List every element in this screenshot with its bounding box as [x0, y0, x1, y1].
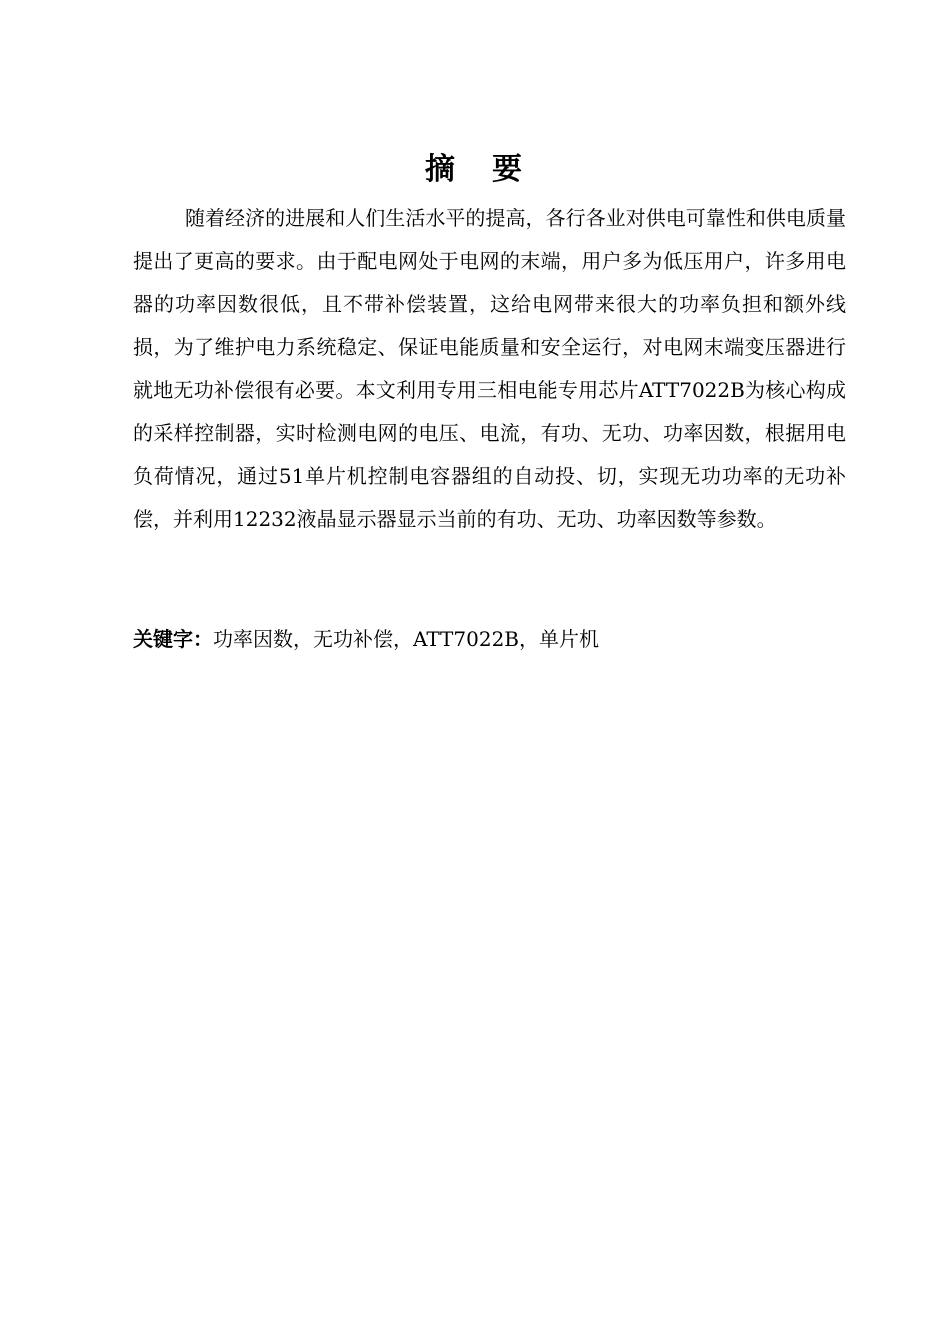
title-char-1: 摘	[425, 152, 458, 187]
keywords-label: 关键字：	[133, 627, 213, 651]
title-char-2: 要	[492, 152, 525, 187]
keywords-value: 功率因数，无功补偿，ATT7022B，单片机	[213, 627, 599, 651]
keywords-line	[133, 621, 846, 657]
abstract-paragraph: 随着经济的进展和人们生活水平的提高，各行各业对供电可靠性和供电质量提出了更高的要求。由于配电网处于电网的末端，用户多为低压用户，许多用电器的功率因数很低，且不带补偿装置，这给电网带来很大的功率负担和额外线损，为了维护电力系统稳定、保证电能质量和安全运行，对电网末端变压器进行就地无功补偿很有必要。本文利用专用三相电能专用芯片ATT7022B为核心构成的采样控制器，实时检测电网的电压、电流，有功、无功、功率因数，根据用电负荷情况，通过51单片机控制电容器组的自动投、切，实现无功功率的无功补偿，并利用12232液晶显示器显示当前的有功、无功、功率因数等参数。	[133, 206, 846, 531]
abstract-title	[0, 150, 950, 190]
